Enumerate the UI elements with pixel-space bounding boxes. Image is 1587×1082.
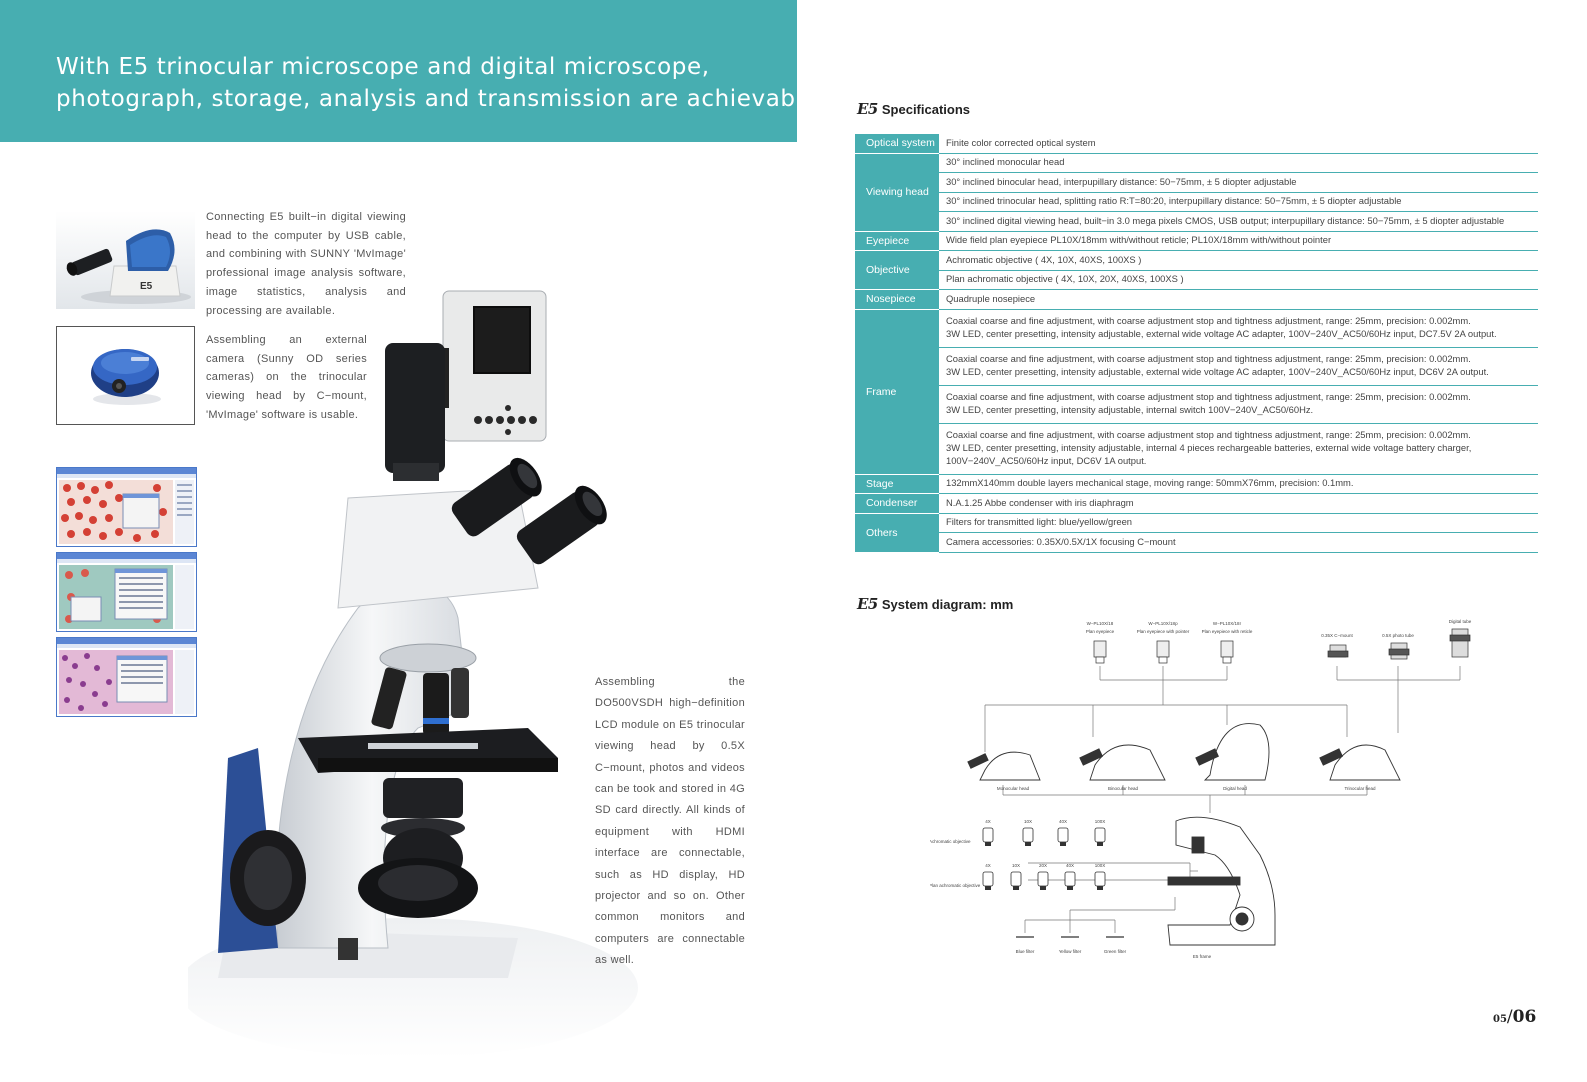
page-number: 05/06 bbox=[1493, 1007, 1537, 1027]
banner-line-1: With E5 trinocular microscope and digital microscope, bbox=[56, 54, 710, 80]
spec-value-line: 3W LED, center presetting, intensity adjustable, external wide voltage AC adapter, 100V−240V_AC50/60Hz input, DC6V 2A output. bbox=[946, 366, 1489, 377]
spec-value: Finite color corrected optical system bbox=[939, 134, 1538, 153]
objective-tip-icon bbox=[1040, 886, 1046, 890]
e5-logo-2: E5 bbox=[857, 595, 878, 613]
microscope-illustration bbox=[188, 288, 658, 1077]
eyepiece-tube-icon bbox=[1096, 657, 1104, 663]
diagram-label: Digital tube bbox=[1448, 619, 1472, 624]
diagram-label: Monocular head bbox=[996, 786, 1030, 791]
diagram-label: 40X bbox=[1065, 863, 1075, 868]
external-camera-description: Assembling an external camera (Sunny OD series cameras) on the trinocular viewing head by C−mount, 'MvImage' software is usable. bbox=[206, 334, 367, 421]
diagram-label: Trinocular head bbox=[1344, 786, 1376, 791]
eyepiece-tube-icon bbox=[1223, 657, 1231, 663]
spec-label: Objective bbox=[855, 251, 939, 290]
spec-row bbox=[855, 251, 1538, 271]
diagram-label: 100X bbox=[1094, 819, 1106, 824]
objective-tip-icon bbox=[1025, 842, 1031, 846]
spec-value-line: 3W LED, center presetting, intensity adjustable, internal 4 pieces rechargeable batteries, external wide voltage battery charger, bbox=[946, 442, 1472, 454]
spec-value-line: 100V−240V_AC50/60Hz input, DC6V 1A output. bbox=[946, 454, 1147, 466]
spec-value: Wide field plan eyepiece PL10X/18mm with/without reticle; PL10X/18mm with/without pointer bbox=[939, 231, 1538, 251]
spec-label: Others bbox=[855, 513, 939, 552]
diagram-label: Plan eyepiece bbox=[1085, 629, 1115, 634]
eyepiece-icon bbox=[1221, 641, 1233, 657]
spec-label: Optical system bbox=[855, 134, 939, 153]
spec-label: Viewing head bbox=[855, 153, 939, 231]
software-screenshot-2 bbox=[56, 552, 197, 632]
diagram-label: 4X bbox=[985, 819, 991, 824]
spec-value-line: 3W LED, center presetting, intensity adjustable, external wide voltage AC adapter, 100V−240V_AC50/60Hz input, DC7.5V 2A output. bbox=[946, 328, 1497, 339]
spec-value bbox=[939, 385, 1538, 423]
spec-value: 30° inclined trinocular head, splitting ratio R:T=80:20, interpupillary distance: 50−75mm, ± 5 diopter adjustable bbox=[939, 192, 1538, 212]
lcd-module-description: Assembling the DO500VSDH high−definition LCD module on E5 trinocular viewing head by 0.5X C−mount, photos and videos can be took and stored in 4G SD card directly. All kinds of equipment with HDMI interface are connectable, such as HD display, HD projector and so on. Other common monitors and computers are connectable as well. bbox=[595, 676, 745, 967]
spec-value-line: 3W LED, center presetting, intensity adjustable, internal switch 100V−240V_AC50/60Hz. bbox=[946, 404, 1314, 415]
spec-row bbox=[855, 270, 1538, 290]
spec-value: Plan achromatic objective ( 4X, 10X, 20X, 40XS, 100XS ) bbox=[939, 270, 1538, 290]
diagram-label: Plan eyepiece with reticle bbox=[1201, 629, 1253, 634]
spec-label: Frame bbox=[855, 309, 939, 474]
diagram-label: 10X bbox=[1023, 819, 1033, 824]
spec-value-line: Coaxial coarse and fine adjustment, with coarse adjustment stop and tightness adjustment, range: 25mm, precision: 0.002mm. bbox=[946, 391, 1471, 403]
spec-label: Stage bbox=[855, 474, 939, 494]
diagram-label: Blue filter bbox=[1015, 949, 1035, 954]
spec-value: Achromatic objective ( 4X, 10X, 40XS, 100XS ) bbox=[939, 251, 1538, 271]
external-camera-photo bbox=[56, 326, 195, 425]
objective-icon bbox=[1011, 872, 1021, 886]
diagram-label: W−PL10X/18p bbox=[1148, 621, 1178, 626]
spec-value bbox=[939, 347, 1538, 385]
spec-value bbox=[939, 309, 1538, 347]
spec-label: Nosepiece bbox=[855, 290, 939, 310]
objective-icon bbox=[1058, 828, 1068, 842]
spec-row bbox=[855, 513, 1538, 533]
diagram-label: W−PL10X/18r bbox=[1212, 621, 1242, 626]
diagram-label: Yellow filter bbox=[1058, 949, 1082, 954]
spec-row bbox=[855, 212, 1538, 232]
spec-row bbox=[855, 533, 1538, 553]
e5-logo: E5 bbox=[857, 100, 878, 118]
objective-tip-icon bbox=[1013, 886, 1019, 890]
spec-value-line: Coaxial coarse and fine adjustment, with coarse adjustment stop and tightness adjustment, range: 25mm, precision: 0.002mm. bbox=[946, 429, 1471, 441]
diagram-label: 4X bbox=[985, 863, 991, 868]
diagram-label: Green filter bbox=[1103, 949, 1127, 954]
spec-value: N.A.1.25 Abbe condenser with iris diaphragm bbox=[939, 494, 1538, 514]
software-screenshot-3 bbox=[56, 637, 197, 717]
spec-value: 30° inclined digital viewing head, built−in 3.0 mega pixels CMOS, USB output; interpupillary distance: 50−75mm, ± 5 diopter adjustable bbox=[939, 212, 1538, 232]
specifications-table bbox=[855, 134, 1538, 553]
svg-text:E5: E5 bbox=[140, 281, 153, 292]
eyepiece-tube-icon bbox=[1159, 657, 1167, 663]
spec-value: Filters for transmitted light: blue/yellow/green bbox=[939, 513, 1538, 533]
diagram-label: 40X bbox=[1058, 819, 1068, 824]
diagram-label: 0.5X photo tube bbox=[1382, 633, 1414, 638]
diagram-label: 0.35X C−mount bbox=[1321, 633, 1353, 638]
diagram-label: W−PL10X/18 bbox=[1086, 621, 1114, 626]
diagram-label: 10X bbox=[1011, 863, 1021, 868]
spec-value: 30° inclined binocular head, interpupillary distance: 50−75mm, ± 5 diopter adjustable bbox=[939, 173, 1538, 193]
objective-icon bbox=[1065, 872, 1075, 886]
banner-line-2: photograph, storage, analysis and transmission are achievable. bbox=[56, 86, 826, 112]
spec-row bbox=[855, 134, 1538, 153]
spec-label: Eyepiece bbox=[855, 231, 939, 251]
diagram-label: 20X bbox=[1038, 863, 1048, 868]
digital-head-description: Connecting E5 built−in digital viewing head to the computer by USB cable, and combining with SUNNY 'MvImage' professional image analysis software, image statistics, analysis and processing are available. bbox=[206, 211, 406, 317]
spec-row bbox=[855, 494, 1538, 514]
diagram-label: 100X bbox=[1094, 863, 1106, 868]
objective-icon bbox=[1038, 872, 1048, 886]
digital-head-photo bbox=[56, 211, 195, 309]
spec-value: Camera accessories: 0.35X/0.5X/1X focusing C−mount bbox=[939, 533, 1538, 553]
software-screenshot-1 bbox=[56, 467, 197, 547]
spec-value-line: Coaxial coarse and fine adjustment, with coarse adjustment stop and tightness adjustment, range: 25mm, precision: 0.002mm. bbox=[946, 315, 1471, 327]
diagram-label: Plan eyepiece with pointer bbox=[1136, 629, 1190, 634]
objective-icon bbox=[1095, 872, 1105, 886]
eyepiece-icon bbox=[1094, 641, 1106, 657]
spec-value-line: Coaxial coarse and fine adjustment, with coarse adjustment stop and tightness adjustment, range: 25mm, precision: 0.002mm. bbox=[946, 353, 1471, 365]
spec-value: Quadruple nosepiece bbox=[939, 290, 1538, 310]
spec-value: 132mmX140mm double layers mechanical stage, moving range: 50mmX76mm, precision: 0.1mm. bbox=[939, 474, 1538, 494]
objective-icon bbox=[1095, 828, 1105, 842]
diagram-label: Achromatic objective bbox=[930, 839, 971, 844]
spec-value: 30° inclined monocular head bbox=[939, 153, 1538, 173]
diagram-label: Plan achromatic objective bbox=[930, 883, 981, 888]
spec-row bbox=[855, 309, 1538, 347]
specifications-title: E5 Specifications bbox=[857, 100, 971, 118]
objective-tip-icon bbox=[1060, 842, 1066, 846]
objective-icon bbox=[1023, 828, 1033, 842]
diagram-label: Digital head bbox=[1223, 786, 1247, 791]
system-diagram bbox=[930, 615, 1490, 985]
objective-tip-icon bbox=[1067, 886, 1073, 890]
header-banner bbox=[0, 0, 826, 142]
spec-row bbox=[855, 192, 1538, 212]
eyepiece-icon bbox=[1157, 641, 1169, 657]
spec-row bbox=[855, 474, 1538, 494]
spec-row bbox=[855, 423, 1538, 474]
spec-value bbox=[939, 423, 1538, 474]
objective-tip-icon bbox=[985, 842, 991, 846]
spec-row bbox=[855, 385, 1538, 423]
spec-label: Condenser bbox=[855, 494, 939, 514]
spec-row bbox=[855, 231, 1538, 251]
spec-row bbox=[855, 173, 1538, 193]
spec-row bbox=[855, 153, 1538, 173]
system-diagram-title: E5 System diagram: mm bbox=[857, 595, 1014, 613]
diagram-label: Binocular head bbox=[1107, 786, 1139, 791]
spec-row bbox=[855, 290, 1538, 310]
objective-icon bbox=[983, 828, 993, 842]
objective-tip-icon bbox=[985, 886, 991, 890]
objective-icon bbox=[983, 872, 993, 886]
spec-row bbox=[855, 347, 1538, 385]
diagram-label: E5 frame bbox=[1192, 954, 1212, 959]
objective-tip-icon bbox=[1097, 886, 1103, 890]
objective-tip-icon bbox=[1097, 842, 1103, 846]
